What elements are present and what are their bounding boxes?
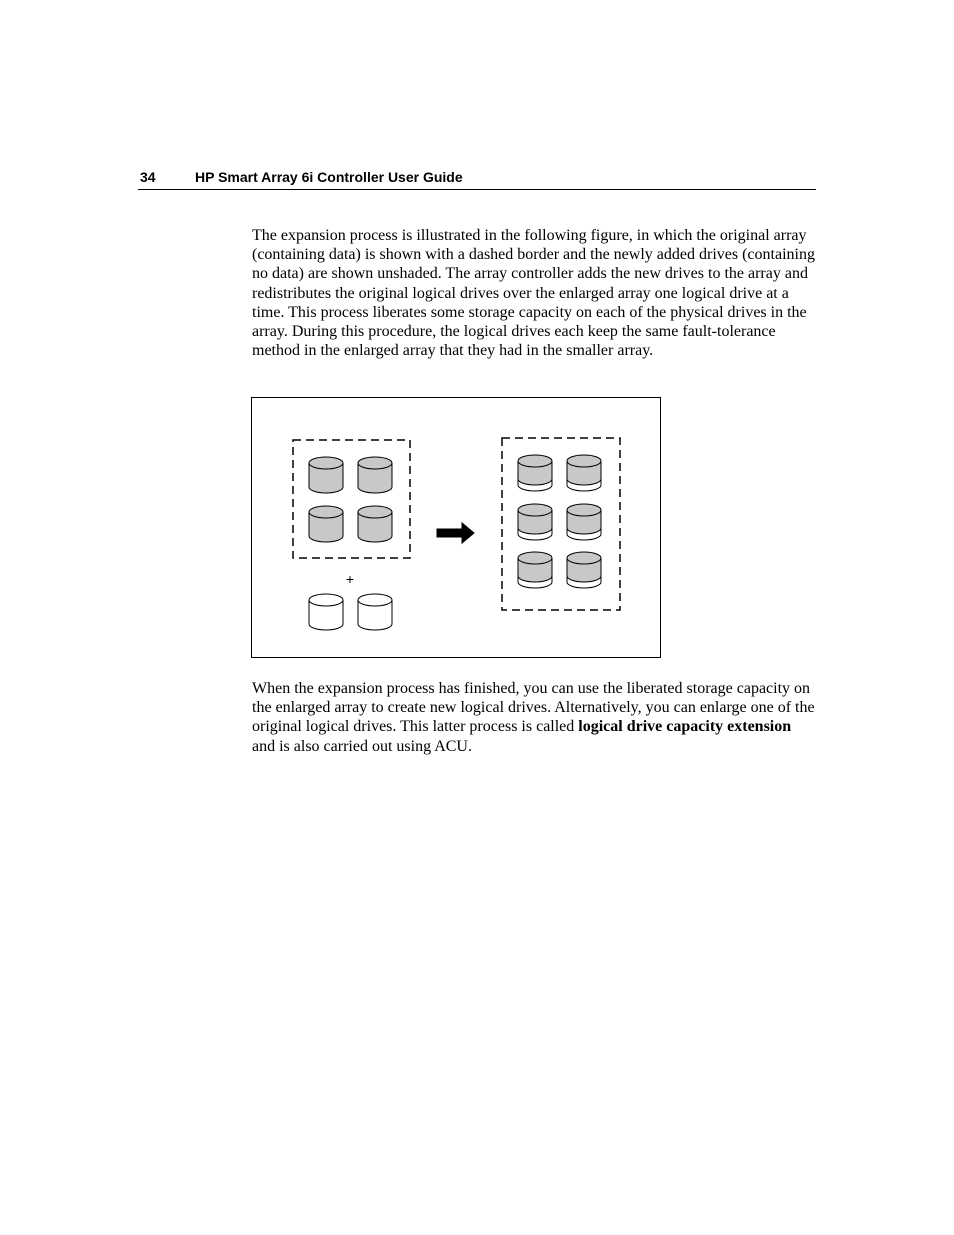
enlarged-drive-5	[518, 552, 552, 588]
intro-paragraph: The expansion process is illustrated in the following figure, in which the original array (containing data) is shown with a dashed border and the newly added drives (containing no data) are shown unshaded. The array controller adds the new drives to the array and redistributes the original logical drives over the enlarged array one logical drive at a time. This process liberates some storage capacity on each of the physical drives in the array. During this procedure, the logical drives each keep the same fault-tolerance method in the enlarged array that they had in the smaller array.	[252, 227, 815, 360]
original-array-border	[293, 440, 410, 558]
new-drive-2	[358, 594, 392, 630]
new-drive-1	[309, 594, 343, 630]
guide-title: HP Smart Array 6i Controller User Guide	[195, 169, 463, 185]
original-drive-3	[309, 506, 343, 542]
array-expansion-figure	[251, 397, 661, 658]
plus-sign: +	[345, 571, 355, 587]
right-arrow-icon	[437, 523, 474, 543]
conclusion-paragraph	[252, 679, 817, 756]
conclusion-text-1: When the expansion process has finished, you can use the liberated storage capacity on the enlarged array to create new logical drives. Alternatively, you can enlarge one of the original logical drives. This latter process is called	[252, 680, 815, 736]
capacity-extension-term: logical drive capacity extension	[578, 718, 792, 736]
enlarged-drive-4	[567, 504, 601, 540]
original-drive-2	[358, 457, 392, 493]
array-expansion-diagram	[252, 398, 662, 659]
enlarged-drive-6	[567, 552, 601, 588]
enlarged-drive-3	[518, 504, 552, 540]
page-header	[138, 168, 816, 190]
enlarged-drive-2	[567, 455, 601, 491]
original-drive-1	[309, 457, 343, 493]
conclusion-text-2: and is also carried out using ACU.	[252, 737, 472, 755]
original-drive-4	[358, 506, 392, 542]
page-number: 34	[140, 169, 156, 185]
enlarged-drive-1	[518, 455, 552, 491]
